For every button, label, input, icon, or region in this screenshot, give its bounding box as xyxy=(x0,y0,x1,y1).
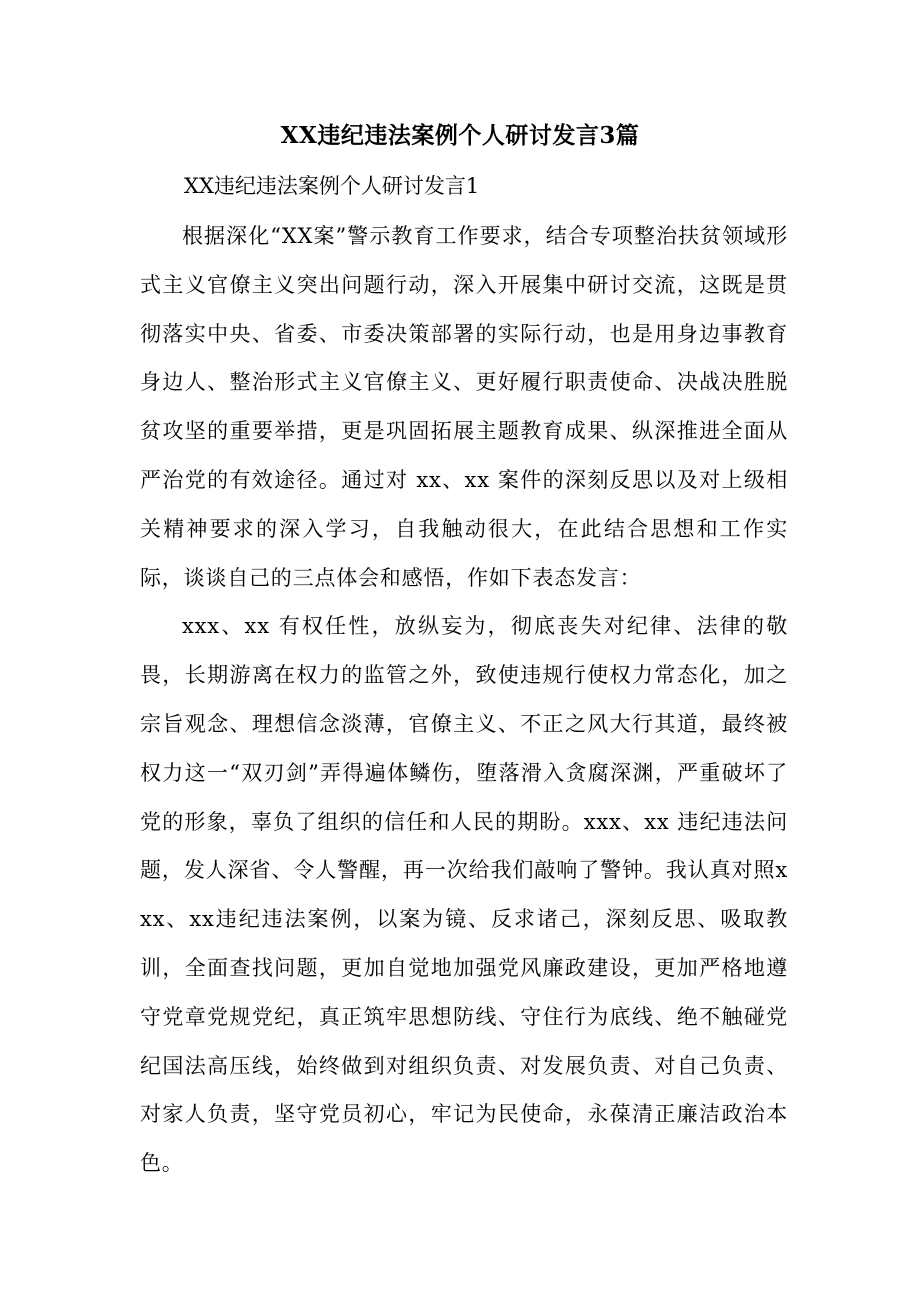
body-paragraph: 根据深化“XX案”警示教育工作要求，结合专项整治扶贫领域形式主义官僚主义突出问题行动，深入开展集中研讨交流，这既是贯彻落实中央、省委、市委决策部署的实际行动，也是用身边事教育身边人、整治形式主义官僚主义、更好履行职责使命、决战决胜脱贫攻坚的重要举措，更是巩固拓展主题教育成果、纵深推进全面从严治党的有效途径。通过对 xx、xx 案件的深刻反思以及对上级相关精神要求的深入学习，自我触动很大，在此结合思想和工作实际，谈谈自己的三点体会和感悟，作如下表态发言： xyxy=(140,224,788,590)
document-title: XX违纪违法案例个人研讨发言3篇 xyxy=(280,122,640,149)
document-body xyxy=(140,212,788,1188)
document-subtitle: XX违纪违法案例个人研讨发言1 xyxy=(184,174,480,198)
body-paragraph: xxx、xx 有权任性，放纵妄为，彻底丧失对纪律、法律的敬畏，长期游离在权力的监管之外，致使违规行使权力常态化，加之宗旨观念、理想信念淡薄，官僚主义、不正之风大行其道，最终被权力这一“双刃剑”弄得遍体鳞伤，堕落滑入贪腐深渊，严重破坏了党的形象，辜负了组织的信任和人民的期盼。xxx、xx 违纪违法问题，发人深省、令人警醒，再一次给我们敲响了警钟。我认真对照xxx、xx违纪违法案例，以案为镜、反求诸己，深刻反思、吸取教训，全面查找问题，更加自觉地加强党风廉政建设，更加严格地遵守党章党规党纪，真正筑牢思想防线、守住行为底线、绝不触碰党纪国法高压线，始终做到对组织负责、对发展负责、对自己负责、对家人负责，坚守党员初心，牢记为民使命，永葆清正廉洁政治本色。 xyxy=(140,614,788,1176)
